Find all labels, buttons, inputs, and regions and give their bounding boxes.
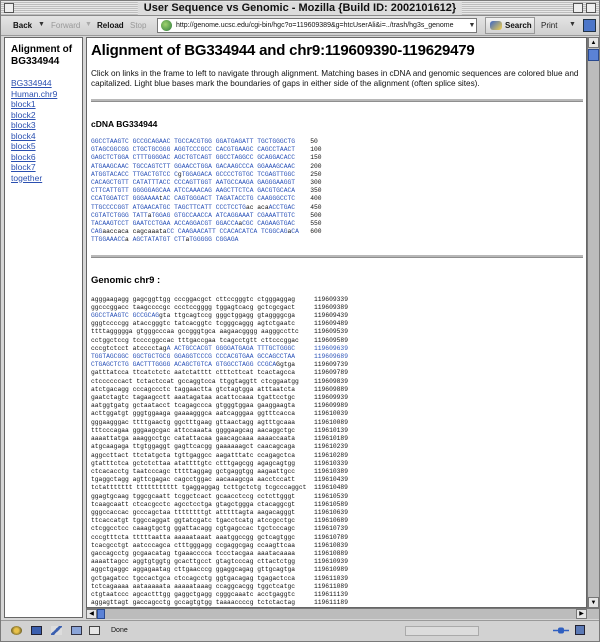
genomic-row	[91, 435, 348, 442]
sequence-position: 119609939	[313, 394, 348, 402]
cdna-heading: cDNA BG334944	[91, 119, 158, 129]
title-bar[interactable]	[1, 1, 599, 16]
print-button[interactable]: Print	[541, 21, 558, 30]
status-bar	[1, 620, 599, 641]
genomic-row	[91, 599, 348, 606]
sequence-position: 119610839	[313, 541, 348, 549]
unmatched-bases: ac aca	[245, 203, 269, 211]
sidebar-link-block1[interactable]: block1	[11, 99, 36, 109]
sequence-position: 119610639	[313, 508, 348, 516]
matching-bases: TACAAGTCCT GAATCCTGAA ACCAGGACGT GGACCA	[91, 220, 239, 228]
cdna-row	[91, 138, 318, 145]
genomic-row	[91, 361, 348, 368]
sequence-position: 119611089	[313, 582, 348, 590]
window-title: User Sequence vs Genomic - Mozilla {Build ID: 2002101612}	[138, 2, 462, 15]
genomic-row	[91, 591, 348, 598]
sidebar-title: Alignment of BG334944	[11, 44, 73, 67]
cdna-row	[91, 204, 322, 211]
sequence-position: 119610389	[313, 467, 348, 475]
genomic-row	[91, 542, 348, 549]
close-box-icon[interactable]	[4, 3, 14, 13]
unmatched-bases: aggctgaggc aggagaatag cttgaacccg ggaggcagag gttgcagtga	[91, 566, 296, 574]
unmatched-bases: ctcggcctcc caaagtgctg ggattacagg cgtgagccac tgctcccagc	[91, 525, 296, 533]
sequence-position: 119611189	[313, 599, 348, 607]
navigator-icon[interactable]	[11, 626, 22, 635]
cdna-row	[91, 154, 322, 161]
unmatched-bases: tcaagcaatt ctcacgcctc agcctcctga gtagctggga ctacaggcgt	[91, 500, 296, 508]
sequence-position: 119610339	[313, 459, 348, 467]
unmatched-bases: gaccagcctg gcgaacatag tgaaacccca tccctacgaa aaatacaaaa	[91, 549, 296, 557]
sidebar-link-together[interactable]: together	[11, 172, 43, 183]
sidebar-links	[11, 78, 76, 183]
sequence-position: 250	[310, 170, 322, 178]
sequence-position: 119611039	[313, 574, 348, 582]
matching-bases: GTAGCGGCGG CTGCTGCGGG AGGTCCCGCC CACGTGAAGC CAGCCTAACT	[91, 146, 296, 154]
unmatched-bases: gctgagatcc tgccactgca ctccagcctg ggtgacagag tgagactcca	[91, 574, 296, 582]
genomic-row	[91, 534, 348, 541]
matching-bases: GGCCTAAGTC GCCGCAGAAC TGCCACGTGG GGATGAGATT TGCTGGGCTG	[91, 138, 296, 145]
unmatched-bases: aaaattatga aaaggcctgc catattacaa gaacagcaaa aaaaccaata	[91, 435, 296, 443]
genomic-row	[91, 525, 348, 532]
unmatched-bases: t	[159, 195, 163, 203]
scroll-up-icon[interactable]: ▲	[588, 37, 599, 48]
genomic-row	[91, 328, 348, 335]
sequence-position: 119609989	[313, 402, 348, 410]
sequence-position: 119610889	[313, 549, 348, 557]
sequence-position: 119609589	[313, 336, 348, 344]
unmatched-bases: a	[238, 220, 243, 228]
genomic-row	[91, 386, 348, 393]
sequence-position: 119610739	[313, 525, 348, 533]
unmatched-bases: cccgtttcta tttttaatta aaaaataaat aaatggccgg gctcagtggc	[91, 533, 296, 541]
matching-bases: CTTCATTGTT GGGGGAGCAA ATCCAAACAG AAGCTTCTCA GACGTGCACA	[91, 187, 296, 195]
cdna-row	[91, 146, 322, 153]
unmatched-bases: aatggtgatg gctaatacct tcagagccca gtgggtggaa gaaggaagta	[91, 402, 296, 410]
sequence-position: 119609839	[313, 377, 348, 385]
cdna-row	[91, 236, 310, 243]
scroll-left-icon[interactable]: ◀	[86, 609, 97, 619]
unmatched-bases: a	[125, 236, 129, 244]
unmatched-bases: gta ttgcagtccg gggctggagg gtaggggcga	[159, 312, 296, 320]
genomic-row	[91, 304, 348, 311]
sidebar-link-human-chr9[interactable]: Human.chr9	[11, 88, 58, 99]
progress-bar	[405, 626, 479, 636]
unmatched-bases: a	[287, 228, 292, 236]
matching-bases: TGGAG GTGCCAACCA ATCAGGAAAT CGAAATTGTC	[151, 211, 296, 219]
search-icon	[490, 21, 502, 30]
matching-bases: CACAGCTGTT CATATTTACC CCCAGTTGGT AATGCCAAGA GAGGGAAGGT	[91, 179, 296, 187]
unmatched-bases: cccgtctcct atcccctag	[91, 344, 167, 352]
url-history-dropdown-icon[interactable]: ▼	[468, 22, 476, 29]
unmatched-bases: ctgtaatccc agcactttgg gaggctgagg cgggcaaatc acctgaggtc	[91, 590, 296, 598]
genomic-row	[91, 296, 348, 303]
alignment-frame	[86, 37, 587, 608]
divider	[91, 99, 583, 102]
genomic-row	[91, 583, 348, 590]
unmatched-bases: tctattttttt ttttttttttt tgaggaggag tcttgctctg tcgcccaggct	[91, 484, 307, 492]
matching-bases: TTGCCCCGGT ATGAACATGC TAGCTTCATT CCCTCCTG	[91, 203, 246, 211]
sequence-position: 450	[310, 203, 322, 211]
horizontal-scroll-thumb[interactable]	[97, 609, 105, 619]
matching-bases: CAG	[91, 228, 103, 236]
sequence-position: 119610139	[313, 426, 348, 434]
unmatched-bases: aggccttact ttctatgcta tgttgaggcc aagatttatc ccagagctca	[91, 451, 296, 459]
matching-bases: CGTATCTGGG TATT	[91, 211, 148, 219]
genomic-row	[91, 378, 348, 385]
matching-bases: ACCTGAC	[268, 203, 296, 211]
unmatched-bases: gggccaccac gcccagctaa ttttttttgt atttttagta aagacagggt	[91, 508, 296, 516]
sequence-position: 119610789	[313, 533, 348, 541]
unmatched-bases: tcacgcctgt aatcccagca ctttgggagg ccgaggcgag ccaagttcaa	[91, 541, 296, 549]
url-field[interactable]	[157, 18, 477, 33]
genomic-row	[91, 558, 348, 565]
scroll-down-icon[interactable]: ▼	[588, 597, 599, 608]
matching-bases: ATGAAGCAAC TGCCAGTCTT GGAACCTGGA GACAAGCCCA GGAAAGCAAC	[91, 162, 296, 170]
sequence-position: 119609689	[313, 353, 348, 361]
address-book-icon[interactable]	[71, 626, 82, 635]
sequence-position: 550	[310, 220, 322, 228]
page-title: Alignment of BG334944 and chr9:119609390-119629479	[91, 42, 475, 59]
unmatched-bases: agggaagagg gagcggttgg cccggacgct cttccgggtc ctgggaggag	[91, 295, 296, 303]
unmatched-bases: gatttatcca ttcatctctc aatctatttt ctttcttcat tcactagcca	[91, 369, 296, 377]
sequence-position: 119610239	[313, 443, 348, 451]
sequence-position: 119609339	[313, 295, 348, 303]
matching-bases: A ACTGCCACGT GGGGATGAGA TTTGCTGGGC	[166, 344, 296, 352]
unmatched-bases: aaaattagcc aggtgtggtg gcacttgcct gtagtcccag cttactctgg	[91, 558, 296, 566]
sequence-position: 119609539	[313, 328, 348, 336]
matching-bases: CA	[291, 228, 299, 236]
sequence-position: 119610489	[313, 484, 348, 492]
navigation-frame	[4, 37, 83, 618]
stop-button[interactable]: Stop	[130, 21, 147, 30]
matching-bases: TTGGAAACC	[91, 236, 126, 244]
genomic-row	[91, 443, 348, 450]
unmatched-bases: tttcccagaa gggaagcgac attccaaata ggggaagcag aacaggctgc	[91, 426, 296, 434]
search-button[interactable]	[485, 17, 535, 34]
unmatched-bases: a	[185, 236, 190, 244]
sequence-position: 119609639	[313, 344, 348, 352]
site-icon	[161, 20, 172, 31]
composer-icon[interactable]	[51, 626, 62, 635]
cdna-row	[91, 195, 322, 202]
unmatched-bases: atctgacagg cccagccctc taggaactta gtctagtgga atttaatcta	[91, 385, 296, 393]
unmatched-bases: cctggctccg tccccggccac tttgaccgaa tcagcctgtt cttcccggac	[91, 336, 299, 344]
unmatched-bases: acttggatgt gggtggaaga gaaaagggca aatcagggaa ggtttcacca	[91, 410, 296, 418]
cdna-row	[91, 212, 322, 219]
horizontal-scrollbar[interactable]	[86, 608, 599, 619]
genomic-row	[91, 460, 348, 467]
sequence-position: 119609489	[313, 320, 348, 328]
genomic-row	[91, 312, 348, 319]
genomic-row	[91, 517, 348, 524]
matching-bases: AGCTATATGT CTT	[128, 236, 186, 244]
zoom-box-icon[interactable]	[573, 3, 583, 13]
sequence-position: 119610689	[313, 517, 348, 525]
unmatched-bases: tctcagaaaa aataaaaata aaaaataaag ccaggcacgg tggctcatgc	[91, 582, 296, 590]
sidebar-link-block5[interactable]: block5	[11, 141, 36, 151]
sequence-position: 150	[310, 154, 322, 162]
matching-bases: CCATGGATCT GGGAAAA	[91, 195, 160, 203]
back-dropdown-icon[interactable]: ▼	[38, 21, 45, 28]
sequence-position: 119610089	[313, 418, 348, 426]
unmatched-bases: aggagttagt gaccagcctg gccagtgtgg taaaaccccg tctctactag	[91, 599, 296, 607]
unmatched-bases: ggcccggacc taagccccgc ccctccgggg tggagtcacg gctcgcgact	[91, 303, 296, 311]
genomic-row	[91, 575, 348, 582]
sequence-position: 119610289	[313, 451, 348, 459]
genomic-row	[91, 501, 348, 508]
genomic-row	[91, 493, 348, 500]
sidebar-link-block2[interactable]: block2	[11, 109, 36, 120]
sequence-position: 119611139	[313, 590, 348, 598]
sidebar-link-block7[interactable]: block7	[11, 162, 36, 172]
sequence-position: 119610439	[313, 476, 348, 484]
sequence-position: 600	[310, 228, 322, 236]
sequence-position: 500	[310, 211, 322, 219]
genomic-row	[91, 550, 348, 557]
search-label: Search	[505, 21, 532, 30]
sequence-position: 119609739	[313, 361, 348, 369]
genomic-row	[91, 369, 348, 376]
sequence-position: 119609439	[313, 312, 348, 320]
scroll-thumb[interactable]	[588, 49, 599, 61]
unmatched-bases: Ggtga	[276, 361, 296, 369]
sequence-position: 119610939	[313, 558, 348, 566]
chat-icon[interactable]	[89, 626, 100, 635]
sequence-position: 119610989	[313, 566, 348, 574]
genomic-row	[91, 402, 348, 409]
unmatched-bases: tgaggctagg agttcgagac cagcctggac aacaaagcga aacctccatt	[91, 476, 296, 484]
cdna-sequence	[91, 138, 586, 245]
unmatched-bases: gggtccccgg ataccgggtc tatcacggtc tcgggcaggg agtctgaatc	[91, 320, 296, 328]
genomic-row	[91, 337, 348, 344]
unmatched-bases: gggaagggac ttttgaactg ggctttgaag gttaactagg agtttgcaaa	[91, 418, 296, 426]
matching-bases: AC CAGTGGGACT TAGATACCTG CAAGGGCCTC	[162, 195, 296, 203]
sequence-position: 119609789	[313, 369, 348, 377]
unmatched-bases: ctccccccact tctactccat gccaggtcca ttggtaggtt ctcggaatgg	[91, 377, 299, 385]
status-text: Done	[111, 627, 128, 634]
sequence-position: 200	[310, 162, 322, 170]
cdna-row	[91, 179, 322, 186]
genomic-heading: Genomic chr9 :	[91, 274, 161, 286]
genomic-row	[91, 468, 348, 475]
unmatched-bases: gtatttctca gctctcttaa atattttgtc ctttgagcgg agagcagtgg	[91, 459, 296, 467]
collapse-box-icon[interactable]	[586, 3, 596, 13]
back-button[interactable]: Back	[13, 21, 33, 30]
throbber-icon[interactable]	[583, 19, 596, 32]
sidebar-link-bg334944[interactable]: BG334944	[11, 78, 52, 88]
sequence-position: 119610039	[313, 410, 348, 418]
cdna-row	[91, 187, 322, 194]
unmatched-bases: a	[147, 211, 152, 219]
genomic-row	[91, 410, 348, 417]
genomic-row	[91, 353, 348, 360]
reload-button[interactable]: Reload	[97, 21, 124, 30]
matching-bases: TGGGGG CGGAGA	[189, 236, 239, 244]
print-dropdown-icon[interactable]: ▼	[569, 21, 576, 28]
forward-dropdown-icon[interactable]: ▼	[85, 21, 92, 28]
sequence-position: 300	[310, 179, 322, 187]
mail-icon[interactable]	[31, 626, 42, 635]
genomic-row	[91, 394, 348, 401]
genomic-row	[91, 345, 348, 352]
genomic-row	[91, 427, 348, 434]
unmatched-bases: gaatctagtc tagaagcctt aaatagataa acattccaaa tgattcctgc	[91, 394, 296, 402]
sequence-position: 119610589	[313, 500, 348, 508]
genomic-row	[91, 452, 348, 459]
matching-bases: CC CAAGAACATT CCACACATCA TCGGCAG	[166, 228, 288, 236]
genomic-row	[91, 320, 348, 327]
unmatched-bases: atgcaagaga ttgtggaggt gagttcacgg gaaaaaagct caacagcaga	[91, 443, 296, 451]
unmatched-bases: aaccaca cagcaaata	[102, 228, 167, 236]
unmatched-bases: ttcaccatgt tggccaggat ggtatcgatc tgacctcatg atccgcctgc	[91, 517, 296, 525]
sequence-position: 100	[310, 146, 322, 154]
matching-bases: TGGAGACA GCCCCTGTGC TCGAGTTGGC	[181, 170, 296, 178]
genomic-row	[91, 484, 348, 491]
cdna-row	[91, 228, 322, 235]
online-status-icon[interactable]	[553, 627, 569, 634]
matching-bases: ATGGTACACC TTGACTGTCC C	[91, 170, 178, 178]
cdna-row	[91, 220, 322, 227]
divider	[91, 255, 583, 258]
url-text: http://genome.ucsc.edu/cgi-bin/hgc?o=119609389&g=htcUserAli&i=../trash/hg3s_genome	[176, 22, 454, 29]
cdna-row	[91, 163, 322, 170]
cdna-row	[91, 171, 322, 178]
unmatched-bases: ctcacacctg taatcccagc tttttaggag gctgaggtgg aagaattgcc	[91, 467, 296, 475]
genomic-row	[91, 419, 348, 426]
sequence-position: 400	[310, 195, 322, 203]
vertical-scrollbar[interactable]	[587, 37, 599, 608]
sequence-position: 119609389	[313, 303, 348, 311]
unmatched-bases: ttttaggggga gtgggcccaa gccgggtgca aagaacgggg aagggccttc	[91, 328, 299, 336]
sequence-position: 119610189	[313, 435, 348, 443]
matching-bases: CTGAGCTCTG GACTTTGGGG ACAGCTGTCA GTGGCCTAGG CCGCA	[91, 361, 277, 369]
matching-bases: GGCCTAAGTC GCCGCAG	[91, 312, 160, 320]
sequence-position: 119610539	[313, 492, 348, 500]
sidebar-link-block4[interactable]: block4	[11, 130, 36, 141]
sidebar-link-block6[interactable]: block6	[11, 151, 36, 162]
sequence-position: 119609889	[313, 385, 348, 393]
genomic-row	[91, 476, 348, 483]
matching-bases: CGC CAGAAGTGAC	[242, 220, 296, 228]
unmatched-bases: g	[177, 170, 182, 178]
genomic-sequence	[91, 296, 586, 608]
matching-bases: TGGTAGCGGC GGCTGCTGCG GGAGGTCCCG CCCACGTGAA GCCAGCCTAA	[91, 353, 296, 361]
genomic-row	[91, 509, 348, 516]
sidebar-link-block3[interactable]: block3	[11, 120, 36, 130]
unmatched-bases: ggagtgcaag tggcgcaatt tcggctcact gcaacctccg cctcttgggt	[91, 492, 296, 500]
scroll-right-icon[interactable]: ▶	[576, 609, 587, 619]
security-lock-icon[interactable]	[575, 625, 585, 635]
genomic-row	[91, 566, 348, 573]
forward-button[interactable]: Forward	[51, 21, 81, 30]
navigation-toolbar	[1, 16, 599, 36]
intro-text: Click on links in the frame to left to navigate through alignment. Matching bases in cDNA and genomic sequences are colored blue and capitalized. Light blue bases mark the boundaries of gaps in either side of the alignment (often splice sites).	[91, 69, 579, 88]
sequence-position: 50	[310, 138, 318, 145]
matching-bases: GAGCTCTGGA CTTTGGGGAC AGCTGTCAGT GGCCTAGGCC GCAGGACACC	[91, 154, 296, 162]
sequence-position: 350	[310, 187, 322, 195]
